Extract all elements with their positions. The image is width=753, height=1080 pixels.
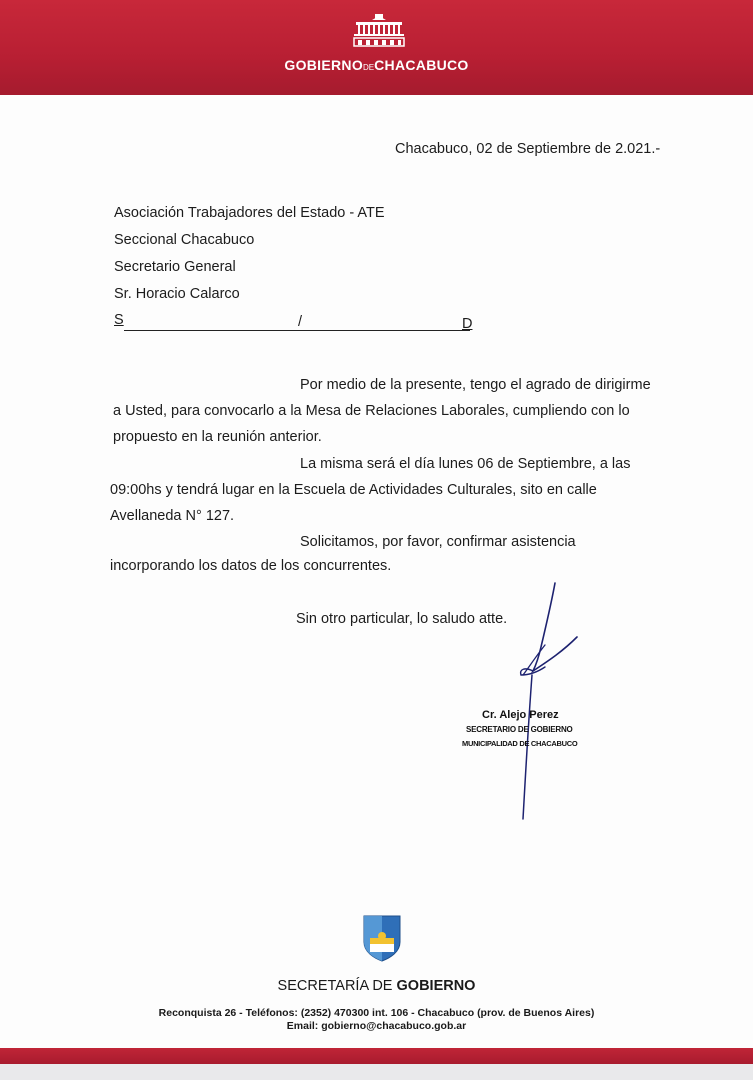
footer-address-line: Reconquista 26 - Teléfonos: (2352) 470300 int. 106 - Chacabuco (prov. de Buenos Aires) [158,1007,595,1019]
header-title-gobierno: GOBIERNO [284,57,364,73]
footer-band [0,1048,753,1064]
recipient-line-3: Secretario General [114,259,236,275]
d-mark: D [462,316,473,332]
coat-of-arms-icon [362,914,402,962]
footer-title [0,978,753,994]
recipient-line-2: Seccional Chacabuco [114,232,255,248]
paragraph-2-line-3: Avellaneda N° 127. [110,508,235,524]
signer-entity: MUNICIPALIDAD DE CHACABUCO [462,739,578,748]
footer-title-prefix: SECRETARÍA DE [277,978,393,994]
paragraph-2-line-1: La misma será el día lunes 06 de Septiembre, a las [300,456,631,472]
header-title [0,57,753,73]
paragraph-3-line-2: incorporando los datos de los concurrentes. [110,558,392,574]
date-line: Chacabuco, 02 de Septiembre de 2.021.- [395,141,661,157]
slash-mark: / [298,314,303,330]
paragraph-1-line-1: Por medio de la presente, tengo el agrado de dirigirme [300,377,651,393]
header-band [0,0,753,95]
s-mark: S [114,312,124,328]
salutation-underline [124,330,470,331]
footer-title-bold: GOBIERNO [396,978,476,994]
paragraph-1-line-3: propuesto en la reunión anterior. [113,429,322,445]
paragraph-3-line-1: Solicitamos, por favor, confirmar asistencia [300,534,576,550]
signer-role: SECRETARIO DE GOBIERNO [466,725,573,734]
footer-email-line: Email: gobierno@chacabuco.gob.ar [286,1020,467,1032]
header-title-chacabuco: CHACABUCO [374,57,469,73]
municipal-building-icon [348,14,410,50]
closing-line: Sin otro particular, lo saludo atte. [296,611,508,627]
handwritten-signature [505,575,595,825]
paragraph-2-line-2: 09:00hs y tendrá lugar en la Escuela de Actividades Culturales, sito en calle [110,482,597,498]
recipient-line-4: Sr. Horacio Calarco [114,286,240,302]
paragraph-1-line-2: a Usted, para convocarlo a la Mesa de Relaciones Laborales, cumpliendo con lo [113,403,630,419]
recipient-line-1: Asociación Trabajadores del Estado - ATE [114,205,385,221]
signer-name: Cr. Alejo Perez [482,709,559,721]
bottom-strip [0,1064,753,1080]
header-title-de: DE [363,63,375,72]
